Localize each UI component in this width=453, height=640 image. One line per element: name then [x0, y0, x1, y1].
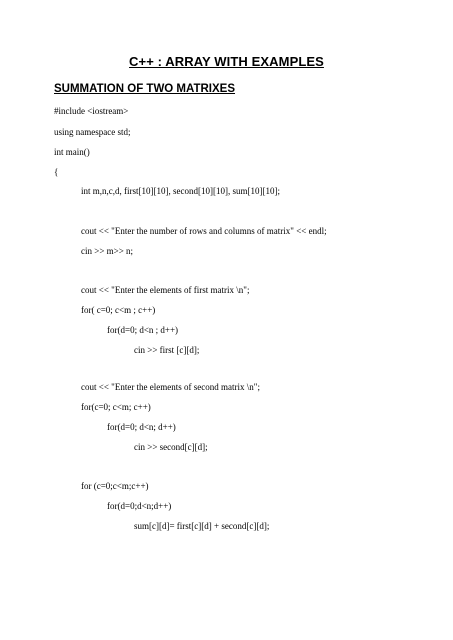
code-line: for(d=0; d<n ; d++)	[107, 325, 179, 335]
code-line: cin >> first [c][d];	[134, 345, 200, 355]
code-line: for( c=0; c<m ; c++)	[81, 305, 156, 315]
code-line: {	[54, 167, 59, 177]
code-line: int main()	[54, 147, 90, 157]
code-line: for (c=0;c<m;c++)	[81, 481, 149, 491]
code-line: cin >> second[c][d];	[134, 442, 208, 452]
code-line: sum[c][d]= first[c][d] + second[c][d];	[134, 521, 270, 531]
code-line: cin >> m>> n;	[81, 246, 134, 256]
code-line: for(c=0; c<m; c++)	[81, 402, 151, 412]
code-line: #include <iostream>	[54, 106, 129, 116]
section-heading: SUMMATION OF TWO MATRIXES	[54, 83, 236, 95]
code-line: using namespace std;	[54, 127, 131, 137]
code-line: for(d=0; d<n; d++)	[107, 422, 176, 432]
code-line: cout << "Enter the elements of second matrix \n";	[81, 382, 260, 392]
code-line: for(d=0;d<n;d++)	[107, 501, 172, 511]
code-line: int m,n,c,d, first[10][10], second[10][10], sum[10][10];	[81, 186, 280, 196]
document-title: C++ : ARRAY WITH EXAMPLES	[129, 54, 324, 69]
code-line: cout << "Enter the number of rows and columns of matrix" << endl;	[81, 226, 327, 236]
code-line: cout << "Enter the elements of first matrix \n";	[81, 285, 250, 295]
